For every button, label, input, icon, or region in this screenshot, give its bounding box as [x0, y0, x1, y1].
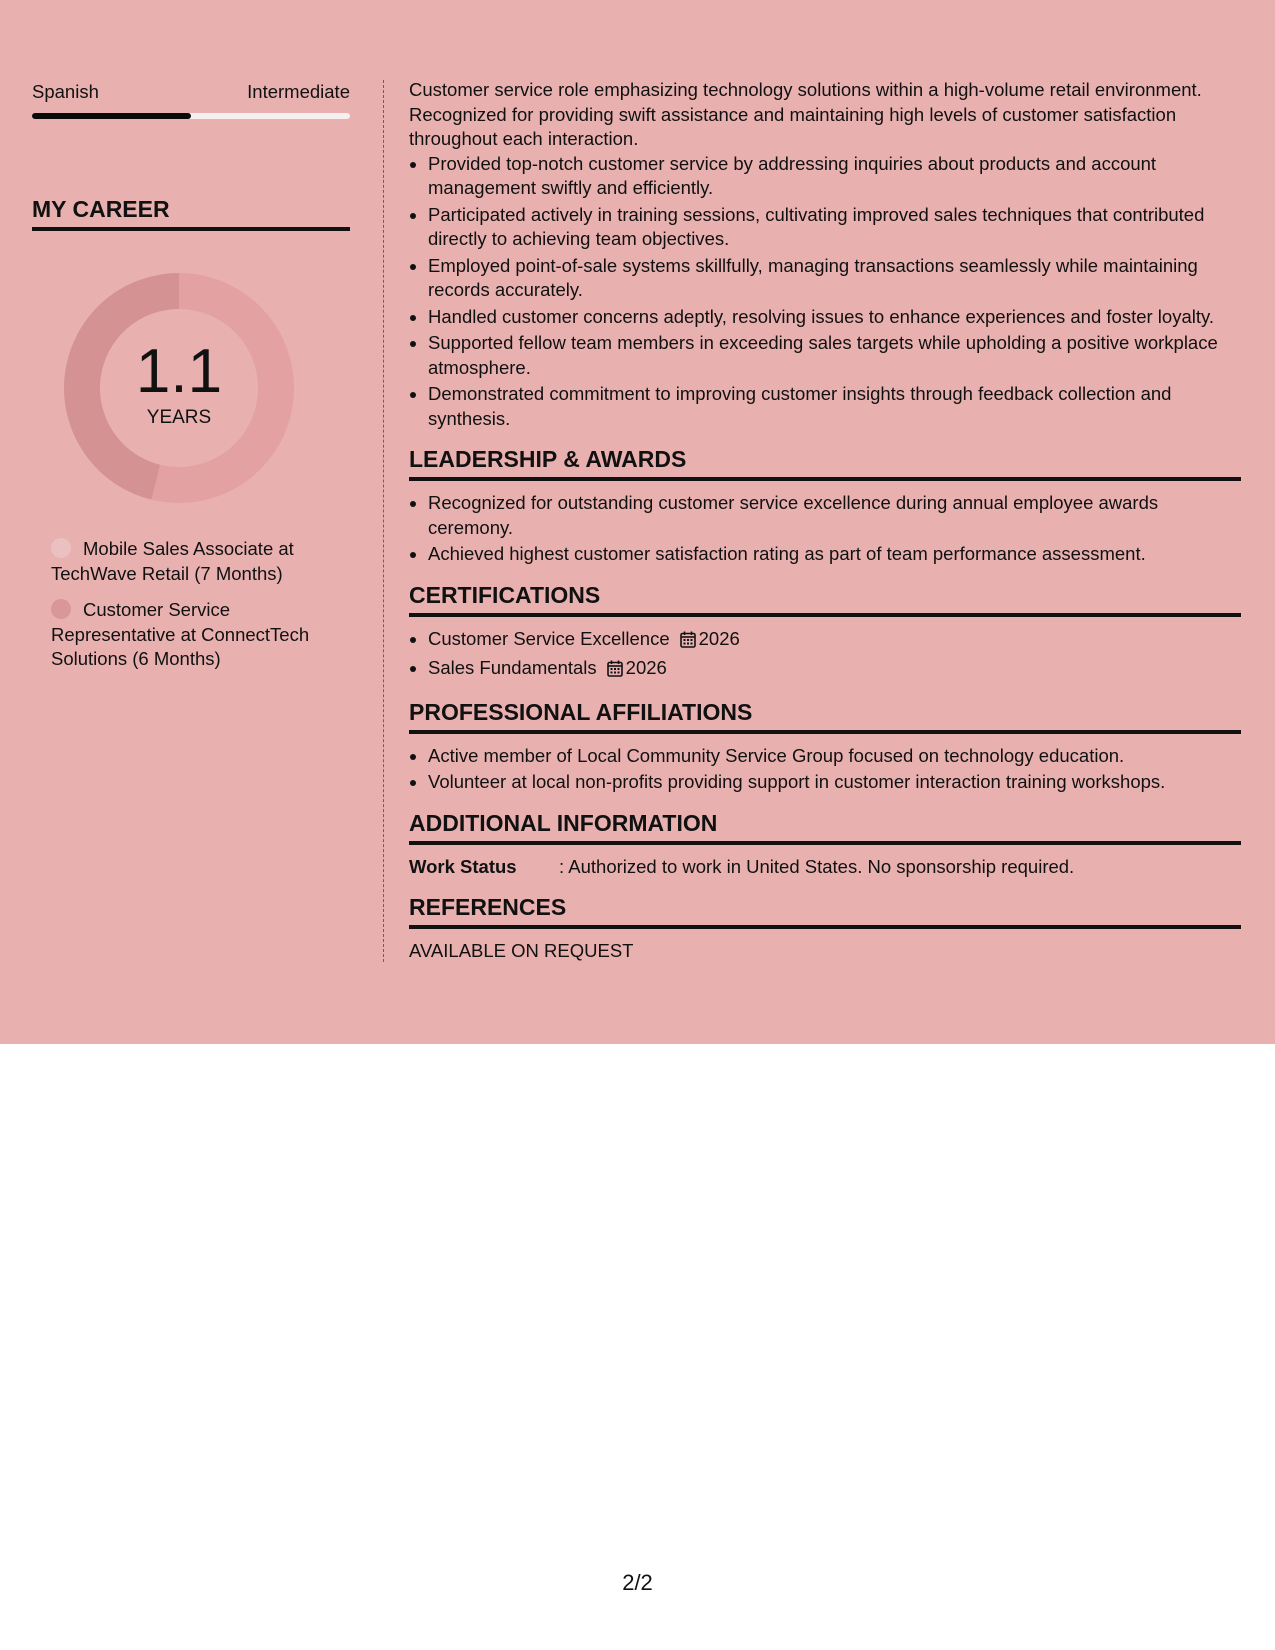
career-total-unit: YEARS — [146, 407, 212, 428]
list-item: • Employed point-of-sale systems skillfully, managing transactions seamlessly while maintaining records accurately. — [428, 254, 1241, 303]
certification-name: Sales Fundamentals — [428, 657, 597, 678]
work-status-label: Work Status — [409, 855, 517, 877]
references-heading: REFERENCES — [409, 893, 1241, 929]
career-item-text: Mobile Sales Associate at TechWave Retail (7 Months) — [51, 538, 294, 584]
career-donut-center — [64, 273, 294, 503]
career-item — [51, 537, 321, 586]
calendar-icon — [680, 630, 696, 655]
list-item: • Recognized for outstanding customer service excellence during annual employee awards ceremony. — [428, 491, 1241, 540]
references-text: AVAILABLE ON REQUEST — [409, 940, 634, 961]
leadership-heading: LEADERSHIP & AWARDS — [409, 445, 1241, 481]
calendar-icon — [607, 659, 623, 684]
certification-item — [428, 627, 1241, 655]
work-status-row — [409, 855, 1241, 880]
language-row — [32, 80, 350, 104]
list-item: • Handled customer concerns adeptly, resolving issues to enhance experiences and foster loyalty. — [428, 305, 1241, 330]
list-item: • Participated actively in training sessions, cultivating improved sales techniques that contributed directly to achieving team objectives. — [428, 203, 1241, 252]
list-item: • Demonstrated commitment to improving customer insights through feedback collection and synthesis. — [428, 382, 1241, 431]
column-divider — [383, 80, 384, 962]
certification-year: 2026 — [698, 627, 740, 649]
list-item: • Active member of Local Community Service Group focused on technology education. — [428, 744, 1241, 769]
affiliations-heading: PROFESSIONAL AFFILIATIONS — [409, 698, 1241, 734]
left-column — [32, 80, 350, 684]
certifications-heading: CERTIFICATIONS — [409, 581, 1241, 617]
work-status-value: : Authorized to work in United States. No sponsorship required. — [559, 855, 1075, 877]
experience-summary: Customer service role emphasizing technology solutions within a high-volume retail environment. Recognized for providing swift assistance and maintaining high levels of customer satisfaction throughout each interaction. — [409, 79, 1202, 149]
experience-bullets — [409, 152, 1241, 432]
language-name: Spanish — [32, 81, 99, 102]
certifications-list — [409, 627, 1241, 684]
language-proficiency-bar — [32, 113, 350, 119]
career-dot-1-icon — [51, 538, 71, 558]
career-dot-2-icon — [51, 599, 71, 619]
certification-name: Customer Service Excellence — [428, 627, 670, 649]
right-column — [409, 78, 1241, 964]
language-level: Intermediate — [247, 81, 350, 102]
additional-info-heading: ADDITIONAL INFORMATION — [409, 809, 1241, 845]
leadership-bullets — [409, 491, 1241, 567]
career-list — [32, 537, 350, 672]
career-item-text: Customer Service Representative at ConnectTech Solutions (6 Months) — [51, 599, 310, 669]
language-proficiency-fill — [32, 113, 191, 119]
affiliations-bullets — [409, 744, 1241, 795]
career-heading: MY CAREER — [32, 195, 350, 231]
page-number: 2/2 — [622, 1570, 653, 1595]
list-item: • Provided top-notch customer service by addressing inquiries about products and account management swiftly and efficiently. — [428, 152, 1241, 201]
career-item — [51, 598, 321, 672]
list-item: • Supported fellow team members in exceeding sales targets while upholding a positive workplace atmosphere. — [428, 331, 1241, 380]
list-item: • Achieved highest customer satisfaction rating as part of team performance assessment. — [428, 542, 1241, 567]
career-donut — [64, 273, 294, 503]
career-total-value: 1.1 — [135, 337, 223, 406]
certification-year: 2026 — [625, 657, 667, 678]
list-item: • Volunteer at local non-profits providing support in customer interaction training workshops. — [428, 770, 1241, 795]
certification-item — [428, 656, 1241, 684]
